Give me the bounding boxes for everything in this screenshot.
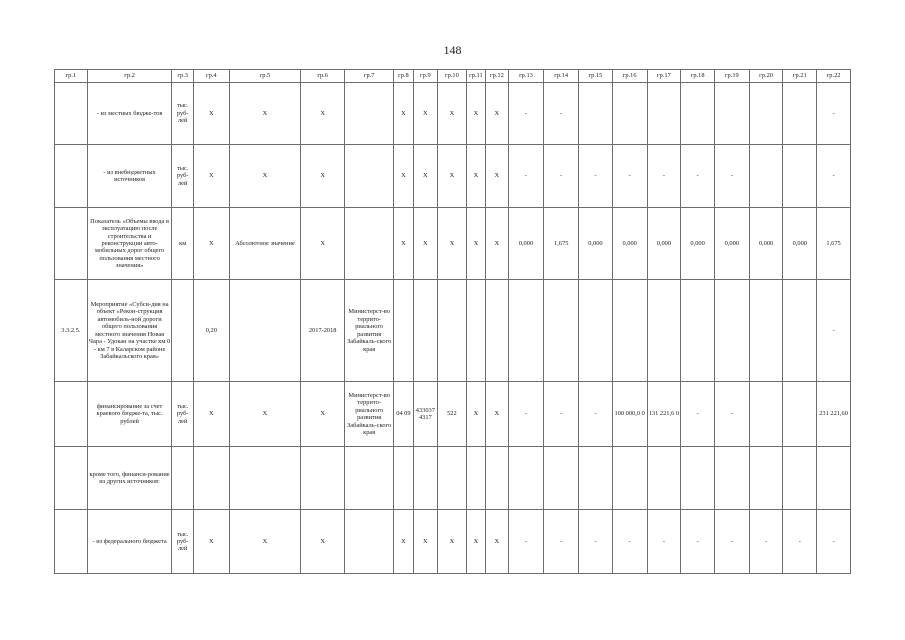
column-header: гр.5: [229, 70, 301, 83]
table-cell: -: [714, 510, 749, 574]
table-cell: Х: [413, 83, 438, 144]
table-cell: [55, 510, 88, 574]
table-cell: [229, 279, 301, 381]
table-cell: Х: [301, 208, 345, 280]
table-cell: [612, 446, 647, 510]
table-cell: Х: [466, 208, 485, 280]
table-cell: [681, 446, 715, 510]
table-cell: [55, 144, 88, 208]
table-cell: Х: [193, 144, 229, 208]
table-cell: Х: [301, 83, 345, 144]
table-cell: Х: [301, 144, 345, 208]
table-cell: [647, 279, 681, 381]
table-cell: 0,000: [783, 208, 817, 280]
table-cell: Х: [193, 208, 229, 280]
table-cell: [647, 83, 681, 144]
table-cell: [544, 446, 579, 510]
table-cell: [413, 279, 438, 381]
column-header: гр.11: [466, 70, 485, 83]
table-cell: -: [544, 144, 579, 208]
table-cell: -: [508, 83, 544, 144]
table-cell: [486, 446, 508, 510]
table-cell: [783, 144, 817, 208]
table-cell: [229, 446, 301, 510]
table-cell: Х: [438, 83, 467, 144]
table-cell: 0,000: [681, 208, 715, 280]
table-cell: [345, 510, 394, 574]
table-cell: -: [817, 144, 851, 208]
column-header: гр.22: [817, 70, 851, 83]
page-number: 148: [443, 43, 462, 57]
column-header: гр.8: [394, 70, 413, 83]
table-cell: [749, 382, 783, 447]
table-cell: -: [579, 144, 613, 208]
table-cell: Х: [193, 83, 229, 144]
table-cell: [345, 208, 394, 280]
table-cell: [579, 83, 613, 144]
table-cell: -: [544, 510, 579, 574]
table-row: [55, 208, 851, 280]
table-cell: -: [612, 144, 647, 208]
table-cell: -: [681, 382, 715, 447]
column-header: гр.21: [783, 70, 817, 83]
table-cell: [172, 446, 193, 510]
table-cell: [612, 83, 647, 144]
table-row: [55, 279, 851, 381]
table-cell: Х: [486, 144, 508, 208]
table-cell: 1,675: [544, 208, 579, 280]
column-header: гр.7: [345, 70, 394, 83]
table-cell: Х: [229, 83, 301, 144]
table-cell: Х: [301, 510, 345, 574]
table-cell: [345, 144, 394, 208]
table-cell: тыс. руб-лей: [172, 510, 193, 574]
table-cell: -: [508, 382, 544, 447]
table-cell: Х: [229, 510, 301, 574]
table-cell: 0,000: [612, 208, 647, 280]
table-cell: Х: [486, 83, 508, 144]
table-cell: -: [508, 144, 544, 208]
table-cell: 100 000,0 0: [612, 382, 647, 447]
table-cell: [438, 279, 467, 381]
table-cell: [172, 279, 193, 381]
column-header: гр.20: [749, 70, 783, 83]
table-cell: [749, 144, 783, 208]
header-row: [55, 70, 851, 83]
table-cell: -: [579, 510, 613, 574]
table-cell: [466, 279, 485, 381]
table-cell: [749, 446, 783, 510]
table-cell: 522: [438, 382, 467, 447]
table-cell: [193, 446, 229, 510]
table-cell: -: [681, 144, 715, 208]
column-header: гр.9: [413, 70, 438, 83]
table-row: [55, 510, 851, 574]
table-cell: [612, 279, 647, 381]
table-cell: 0,20: [193, 279, 229, 381]
table-cell: -: [817, 279, 851, 381]
table-cell: Х: [486, 510, 508, 574]
column-header: гр.19: [714, 70, 749, 83]
table-cell: -: [714, 382, 749, 447]
table-cell: [647, 446, 681, 510]
column-header: гр.14: [544, 70, 579, 83]
table-cell: -: [508, 510, 544, 574]
table-cell: [544, 279, 579, 381]
table-cell: [438, 446, 467, 510]
table-cell: Х: [394, 510, 413, 574]
table-cell: -: [612, 510, 647, 574]
table-row: [55, 382, 851, 447]
table-cell: [714, 279, 749, 381]
table-cell: Мероприятие «Субси-дия на объект «Рекон-струкция автомобиль-ной дороги общего пользования местного значения Новая Чара - Удокан на участке км 0 - км 7 в Каларском районе Забайкальского края»: [87, 279, 172, 381]
table-cell: Х: [413, 208, 438, 280]
table-cell: Х: [301, 382, 345, 447]
table-cell: 2017-2018: [301, 279, 345, 381]
table-cell: [508, 446, 544, 510]
table-row: [55, 83, 851, 144]
table-cell: [579, 446, 613, 510]
table-cell: Х: [193, 382, 229, 447]
table-cell: Показатель «Объемы ввода в эксплуатацию после строительства и реконструкции авто-мобильных дорог общего пользования местного значения»: [87, 208, 172, 280]
table-cell: -: [681, 510, 715, 574]
table-cell: Х: [438, 144, 467, 208]
table-cell: Х: [413, 510, 438, 574]
table-cell: кроме того, финанси-рование из других источников:: [87, 446, 172, 510]
table-cell: Х: [466, 144, 485, 208]
table-cell: Х: [193, 510, 229, 574]
table-cell: [394, 446, 413, 510]
table-cell: 0,000: [647, 208, 681, 280]
table-cell: Х: [486, 382, 508, 447]
column-header: гр.18: [681, 70, 715, 83]
table-cell: 131 221,6 0: [647, 382, 681, 447]
column-header: гр.16: [612, 70, 647, 83]
table-cell: [749, 279, 783, 381]
table-cell: [714, 83, 749, 144]
table-cell: -: [817, 83, 851, 144]
table-cell: -: [544, 382, 579, 447]
column-header: гр.6: [301, 70, 345, 83]
table-cell: - из внебюджетных источников: [87, 144, 172, 208]
table-cell: 0,000: [579, 208, 613, 280]
column-header: гр.13: [508, 70, 544, 83]
column-header: гр.12: [486, 70, 508, 83]
table-cell: 1,675: [817, 208, 851, 280]
column-header: гр.3: [172, 70, 193, 83]
table-cell: Х: [438, 510, 467, 574]
table-cell: [345, 446, 394, 510]
table-cell: [55, 208, 88, 280]
table-cell: Абсолютное значение: [229, 208, 301, 280]
table-cell: [466, 446, 485, 510]
column-header: гр.4: [193, 70, 229, 83]
table-cell: -: [749, 510, 783, 574]
table-cell: 231 221,60: [817, 382, 851, 447]
table-cell: [301, 446, 345, 510]
table-row: [55, 446, 851, 510]
table-cell: - из федерального бюджета: [87, 510, 172, 574]
column-header: гр.15: [579, 70, 613, 83]
table-cell: [345, 83, 394, 144]
table-cell: тыс. руб-лей: [172, 144, 193, 208]
table-cell: [681, 83, 715, 144]
table-cell: [486, 279, 508, 381]
budget-table: [54, 69, 851, 574]
table-cell: [714, 446, 749, 510]
table-cell: -: [647, 510, 681, 574]
table-cell: Х: [466, 382, 485, 447]
table-cell: км: [172, 208, 193, 280]
column-header: гр.1: [55, 70, 88, 83]
table-cell: Х: [394, 208, 413, 280]
table-cell: - из местных бюдже-тов: [87, 83, 172, 144]
column-header: гр.2: [87, 70, 172, 83]
table-cell: [783, 382, 817, 447]
table-cell: -: [579, 382, 613, 447]
table-cell: Х: [438, 208, 467, 280]
table-cell: 0,000: [714, 208, 749, 280]
table-cell: [817, 446, 851, 510]
table-cell: Х: [466, 83, 485, 144]
table-cell: 04 09: [394, 382, 413, 447]
table-cell: [783, 279, 817, 381]
table-cell: Х: [486, 208, 508, 280]
table-cell: Х: [413, 144, 438, 208]
table-cell: [783, 446, 817, 510]
column-header: гр.17: [647, 70, 681, 83]
table-cell: -: [783, 510, 817, 574]
table-cell: [783, 83, 817, 144]
table-cell: тыс. руб-лей: [172, 382, 193, 447]
table-cell: -: [647, 144, 681, 208]
table-cell: -: [817, 510, 851, 574]
table-cell: 0,000: [508, 208, 544, 280]
table-cell: 3.3.2.5.: [55, 279, 88, 381]
column-header: гр.10: [438, 70, 467, 83]
table-cell: Х: [229, 144, 301, 208]
table-cell: [394, 279, 413, 381]
table-cell: Х: [466, 510, 485, 574]
table-cell: [413, 446, 438, 510]
table-cell: 0,000: [749, 208, 783, 280]
table-row: [55, 144, 851, 208]
table-cell: Х: [229, 382, 301, 447]
table-cell: -: [714, 144, 749, 208]
table-cell: [508, 279, 544, 381]
table-cell: Министерст-во террито-риального развития Забайкаль-ского края: [345, 382, 394, 447]
table-cell: Х: [394, 144, 413, 208]
table-cell: 433037 4317: [413, 382, 438, 447]
table-cell: тыс. руб-лей: [172, 83, 193, 144]
table-cell: [55, 446, 88, 510]
table-cell: финансирование за счет краевого бюдже-та, тыс. рублей: [87, 382, 172, 447]
table-cell: Министерст-во террито-риального развития Забайкаль-ского края: [345, 279, 394, 381]
table-cell: -: [544, 83, 579, 144]
table-cell: [579, 279, 613, 381]
table-cell: [55, 382, 88, 447]
table-cell: Х: [394, 83, 413, 144]
table-cell: [55, 83, 88, 144]
table-cell: [681, 279, 715, 381]
table-cell: [749, 83, 783, 144]
